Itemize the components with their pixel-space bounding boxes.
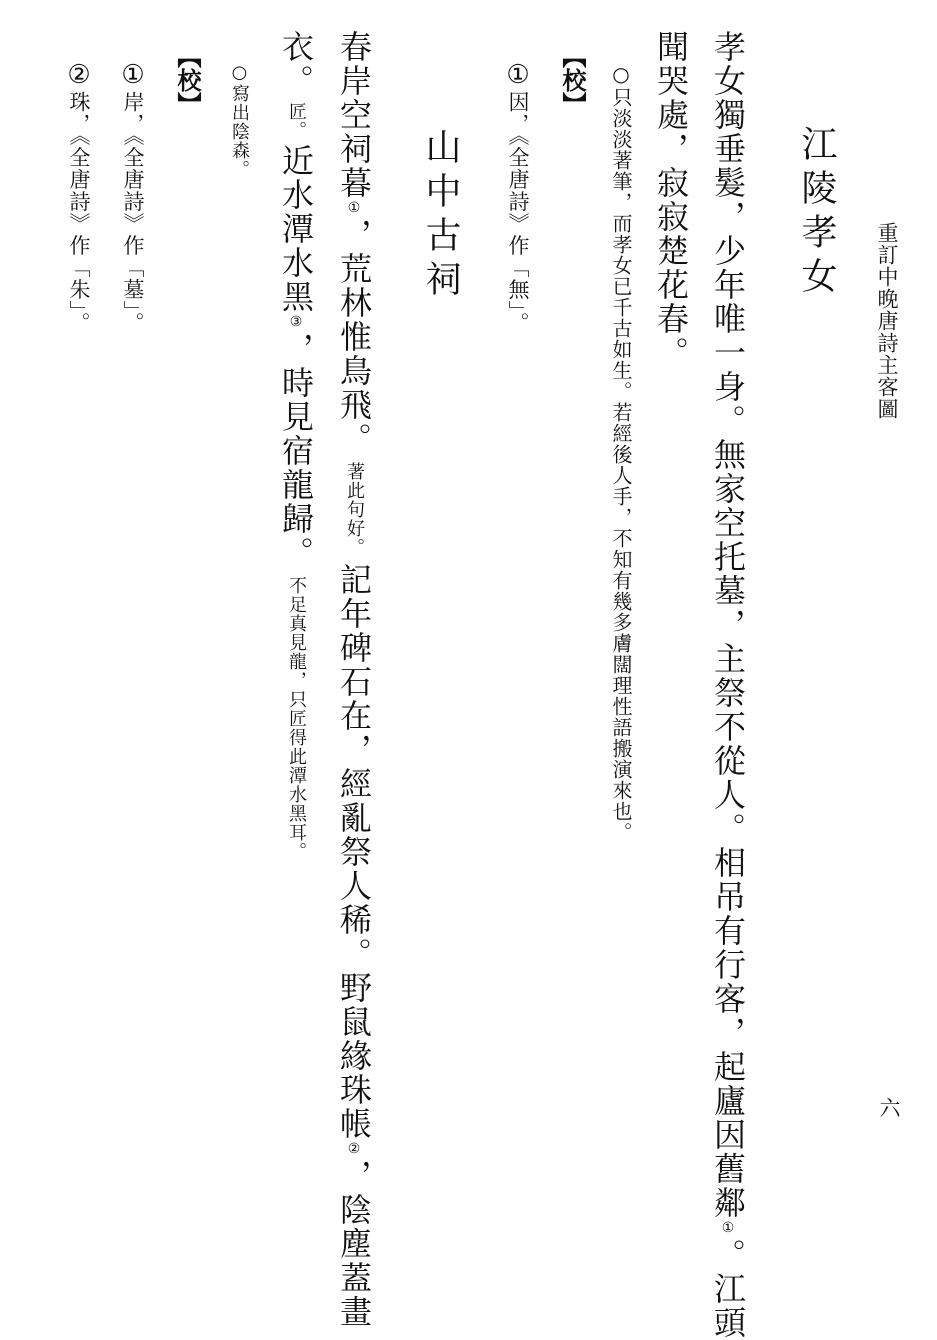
poem-text: 春岸空祠暮	[335, 30, 373, 200]
commentary: ○只淡淡著筆，而孝女已千古如生。若經後人手，不知有幾多膚闊理性語搬演來也。	[609, 62, 633, 843]
poem-text: 記年碑石在，經亂祭人稀。野鼠緣珠帳	[335, 563, 373, 1141]
note-text: 因，《全唐詩》作「無」。	[506, 91, 530, 334]
inline-comment: 匠。	[286, 102, 307, 140]
collation-label: 【校】	[173, 44, 202, 116]
poem-text: ，時見宿龍歸。	[277, 332, 315, 570]
poem-line	[709, 30, 747, 1340]
poem-line: 聞哭處，寂寂楚花春。	[652, 30, 690, 370]
note-number: ①	[503, 60, 533, 91]
poem-text: 孝女獨垂髮，少年唯一身。無家空托墓，主祭不從人。相吊有行客，起廬因舊鄰	[709, 30, 747, 1220]
note-number: ①	[118, 60, 148, 91]
poem-text: 。江頭	[709, 1238, 747, 1340]
poem-text: 近水潭水黑	[277, 144, 315, 314]
poem-line	[277, 30, 315, 861]
collation-note	[66, 60, 92, 334]
poem-title: 江陵孝女	[796, 125, 837, 301]
note-number: ②	[64, 60, 94, 91]
note-text: 珠，《全唐詩》作「朱」。	[67, 91, 91, 334]
poem-line	[335, 30, 373, 1329]
collation-note	[505, 60, 531, 334]
poem-text: ，陰塵蓋畫	[335, 1159, 373, 1329]
poem-text: 衣。	[277, 30, 315, 98]
commentary: ○寫出陰森。	[229, 62, 250, 179]
note-marker: ②	[346, 1141, 362, 1159]
page-number: 六	[877, 1097, 901, 1119]
note-marker: ①	[720, 1220, 736, 1238]
note-marker: ①	[346, 200, 362, 218]
note-marker: ③	[288, 314, 304, 332]
inline-comment: 著此句好。	[344, 462, 365, 557]
book-title: 重訂中晚唐詩主客圖	[875, 222, 899, 420]
collation-note	[120, 60, 146, 334]
poem-text: ，荒林惟鳥飛。	[335, 218, 373, 456]
note-text: 岸，《全唐詩》作「墓」。	[121, 91, 145, 334]
collation-label: 【校】	[558, 44, 587, 116]
poem-title: 山中古祠	[420, 128, 461, 304]
inline-comment: 不足真見龍，只匠得此潭水黑耳。	[286, 576, 307, 861]
